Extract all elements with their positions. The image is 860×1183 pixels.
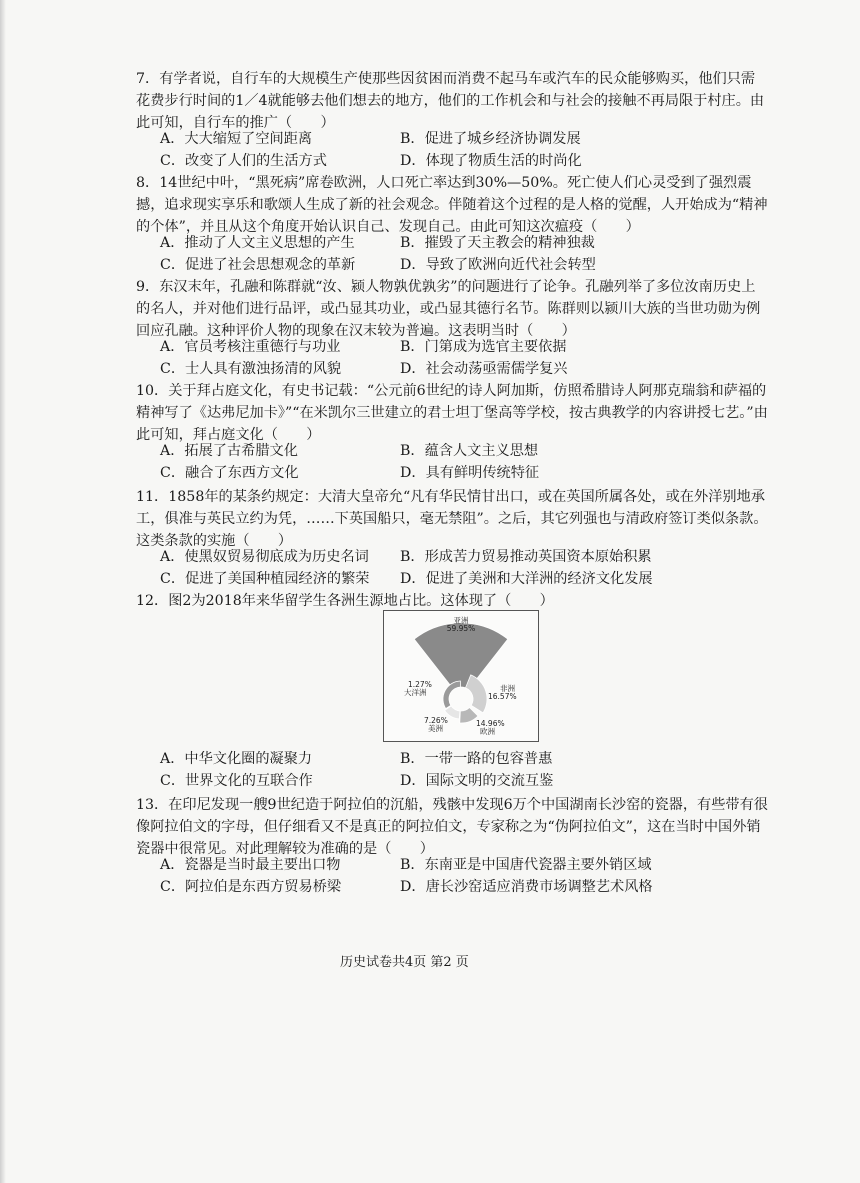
question-10-stem: 10．关于拜占庭文化，有史书记载：“公元前6世纪的诗人阿加斯，仿照希腊诗人阿那克瑞翁和萨福的精神写了《达弗尼加卡》”“在米凯尔三世建立的君士坦丁堡高等学校，按古典教学的内容讲授七艺。”由此可知，拜占庭文化（ ） <box>136 383 768 443</box>
source-region-chart <box>383 610 539 742</box>
option-d[interactable]: D．社会动荡亟需儒学复兴 <box>400 361 568 377</box>
value-label-0: 59.95% <box>446 624 476 633</box>
option-b[interactable]: B．门第成为选官主要依据 <box>400 339 567 355</box>
option-c[interactable]: C．促进了社会思想观念的革新 <box>160 257 356 273</box>
value-label-4: 1.27% <box>408 680 432 689</box>
question-7-options <box>160 128 790 172</box>
option-a[interactable]: A．使黑奴贸易彻底成为历史名词 <box>160 549 369 565</box>
question-8-options <box>160 232 790 276</box>
option-c[interactable]: C．促进了美国种植园经济的繁荣 <box>160 571 370 587</box>
option-b[interactable]: B．蕴含人文主义思想 <box>400 443 539 459</box>
option-c[interactable]: C．阿拉伯是东西方贸易桥梁 <box>160 879 342 895</box>
option-d[interactable]: D．导致了欧洲向近代社会转型 <box>400 257 596 273</box>
question-13-stem: 13．在印尼发现一艘9世纪造于阿拉伯的沉船，残骸中发现6万个中国湖南长沙窑的瓷器，有些带有很像阿拉伯文的字母，但仔细看又不是真正的阿拉伯文，专家称之为“伪阿拉伯文”，这在当时中国外销瓷器中很常见。对此理解较为准确的是（ ） <box>136 797 768 857</box>
slice-4 <box>443 681 461 709</box>
option-d[interactable]: D．国际文明的交流互鉴 <box>400 773 554 789</box>
question-10-options <box>160 440 790 484</box>
option-a[interactable]: A．拓展了古希腊文化 <box>160 443 298 459</box>
question-9-options <box>160 336 790 380</box>
value-label-3: 7.26% <box>424 716 448 725</box>
option-a[interactable]: A．大大缩短了空间距离 <box>160 131 313 147</box>
option-c[interactable]: C．改变了人们的生活方式 <box>160 153 327 169</box>
option-b[interactable]: B．形成苦力贸易推动英国资本原始积累 <box>400 549 652 565</box>
question-12-stem: 12．图2为2018年来华留学生各洲生源地占比。这体现了（ ） <box>136 593 554 609</box>
question-11-stem: 11．1858年的某条约规定：大清大皇帝允“凡有华民情甘出口，或在英国所属各处，或在外洋别地承工，俱准与英民立约为凭，……下英国船只，毫无禁阻”。之后，其它列强也与清政府签订类似条款。这类条款的实施（ ） <box>136 489 768 549</box>
question-8-stem: 8．14世纪中叶，“黑死病”席卷欧洲，人口死亡率达到30%—50%。死亡使人们心灵受到了强烈震撼，追求现实享乐和歌颂人生成了新的社会观念。伴随着这个过程的是人格的觉醒，人开始成为“精神的个体”，并且从这个角度开始认识自己、发现自己。由此可知这次瘟疫（ ） <box>136 175 768 235</box>
option-b[interactable]: B．促进了城乡经济协调发展 <box>400 131 581 147</box>
option-c[interactable]: C．世界文化的互联合作 <box>160 773 313 789</box>
category-label-3: 美洲 <box>428 724 443 733</box>
option-d[interactable]: D．具有鲜明传统特征 <box>400 465 540 481</box>
option-a[interactable]: A．官员考核注重德行与功业 <box>160 339 341 355</box>
question-13-options <box>160 854 790 898</box>
option-b[interactable]: B．一带一路的包容普惠 <box>400 751 553 767</box>
option-a[interactable]: A．中华文化圈的凝聚力 <box>160 751 313 767</box>
option-c[interactable]: C．士人具有激浊扬清的风貌 <box>160 361 342 377</box>
option-a[interactable]: A．推动了人文主义思想的产生 <box>160 235 355 251</box>
option-d[interactable]: D．唐长沙窑适应消费市场调整艺术风格 <box>400 879 653 895</box>
page-footer: 历史试卷共4页 第2 页 <box>340 955 469 970</box>
category-label-2: 欧洲 <box>480 727 495 736</box>
pie-chart-svg <box>384 611 538 741</box>
slice-1 <box>465 675 487 713</box>
option-b[interactable]: B．东南亚是中国唐代瓷器主要外销区域 <box>400 857 652 873</box>
category-label-0: 亚洲 <box>453 616 469 625</box>
question-9-stem: 9．东汉末年，孔融和陈群就“汝、颍人物孰优孰劣”的问题进行了论争。孔融列举了多位汝南历史上的名人，并对他们进行品评，或凸显其功业，或凸显其德行名节。陈群则以颍川大族的当世功勋为例回应孔融。这种评价人物的现象在汉末较为普遍。这表明当时（ ） <box>136 279 761 339</box>
value-label-2: 14.96% <box>476 719 505 728</box>
question-12-options <box>160 748 790 792</box>
question-7-stem: 7．有学者说，自行车的大规模生产使那些因贫困而消费不起马车或汽车的民众能够购买，他们只需花费步行时间的1／4就能够去他们想去的地方，他们的工作机会和与社会的接触不再局限于村庄。由此可知，自行车的推广（ ） <box>136 71 765 131</box>
option-a[interactable]: A．瓷器是当时最主要出口物 <box>160 857 341 873</box>
option-d[interactable]: D．促进了美洲和大洋洲的经济文化发展 <box>400 571 653 587</box>
value-label-1: 16.57% <box>488 692 517 701</box>
option-c[interactable]: C．融合了东西方文化 <box>160 465 299 481</box>
option-d[interactable]: D．体现了物质生活的时尚化 <box>400 153 582 169</box>
category-label-1: 非洲 <box>500 684 515 693</box>
category-label-4: 大洋洲 <box>404 688 427 697</box>
option-b[interactable]: B．摧毁了天主教会的精神独裁 <box>400 235 595 251</box>
question-11-options <box>160 546 790 590</box>
